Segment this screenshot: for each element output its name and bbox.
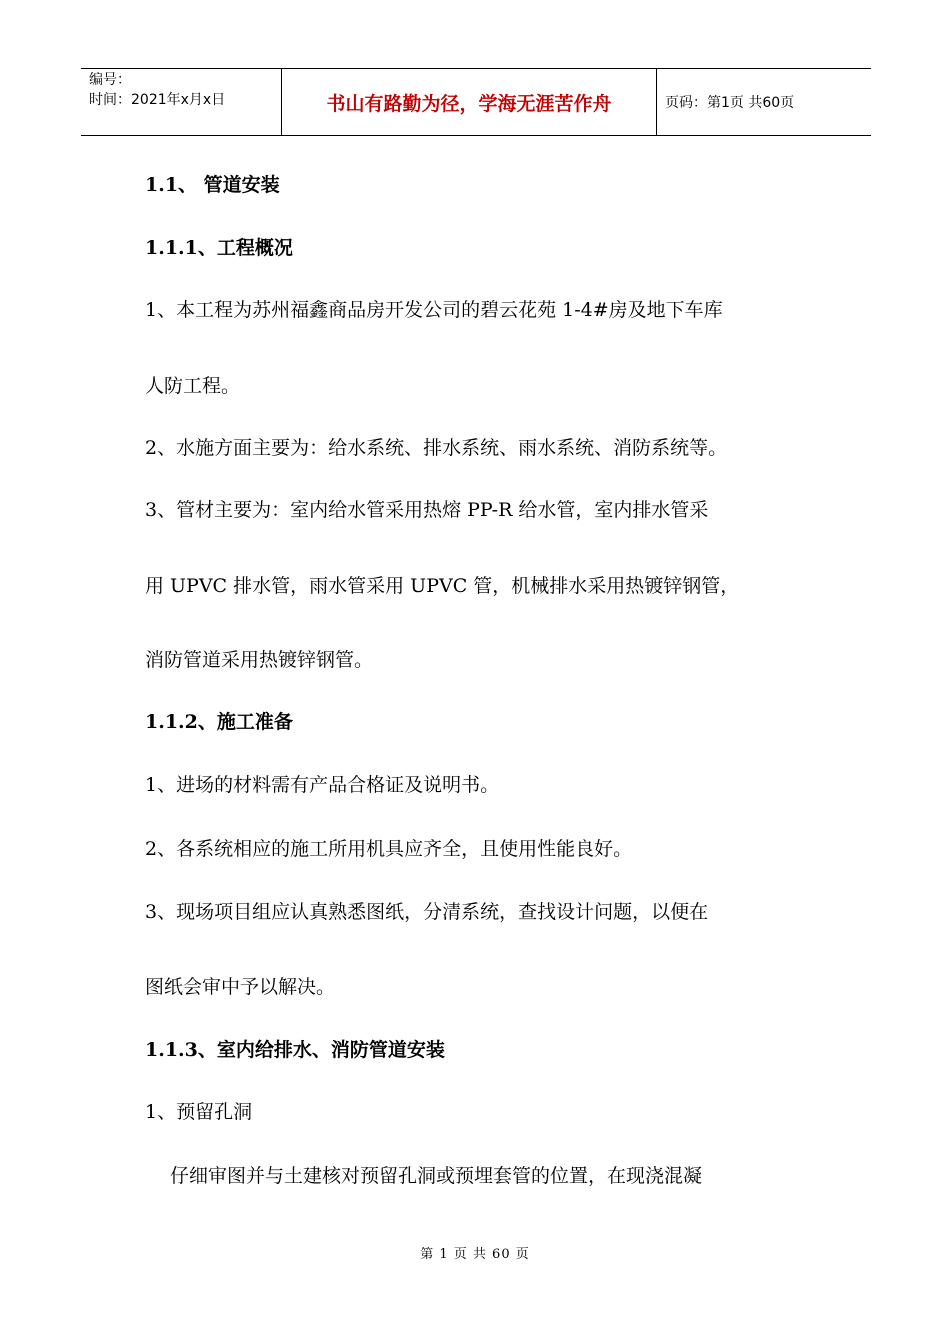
paragraph-line: 1、进场的材料需有产品合格证及说明书。 — [145, 774, 500, 796]
section-heading: 1.1、 管道安装 — [145, 174, 280, 196]
paragraph-line: 1、预留孔洞 — [145, 1101, 253, 1123]
paragraph-line: 2、水施方面主要为：给水系统、排水系统、雨水系统、消防系统等。 — [145, 437, 728, 459]
header-page-code: 页码：第1页 共60页 — [665, 95, 795, 111]
paragraph-line: 仔细审图并与土建核对预留孔洞或预埋套管的位置，在现浇混凝 — [170, 1165, 703, 1187]
paragraph-line: 消防管道采用热镀锌钢管。 — [145, 649, 374, 671]
header-middle-cell — [281, 69, 657, 135]
paragraph-line: 图纸会审中予以解决。 — [145, 976, 336, 998]
paragraph-line: 用 UPVC 排水管，雨水管采用 UPVC 管，机械排水采用热镀锌钢管， — [145, 575, 740, 597]
header-right-cell — [655, 69, 871, 135]
header-left-cell — [81, 69, 281, 135]
page-footer: 第 1 页 共 60 页 — [420, 1247, 530, 1262]
paragraph-line: 3、现场项目组应认真熟悉图纸，分清系统，查找设计问题，以便在 — [145, 901, 709, 923]
header-motto: 书山有路勤为径，学海无涯苦作舟 — [326, 93, 612, 115]
subsection-heading: 1.1.2、施工准备 — [145, 711, 293, 733]
number-label: 编号： — [89, 72, 131, 88]
paragraph-line: 1、本工程为苏州福鑫商品房开发公司的碧云花苑 1-4#房及地下车库 — [145, 299, 723, 321]
paragraph-line: 2、各系统相应的施工所用机具应齐全，且使用性能良好。 — [145, 838, 633, 860]
page-header — [81, 68, 871, 136]
subsection-heading: 1.1.1、工程概况 — [145, 237, 293, 259]
paragraph-line: 3、管材主要为：室内给水管采用热熔 PP-R 给水管，室内排水管采 — [145, 499, 709, 521]
time-label: 时间：2021年x月x日 — [89, 92, 226, 108]
subsection-heading: 1.1.3、室内给排水、消防管道安装 — [145, 1039, 445, 1061]
paragraph-line: 人防工程。 — [145, 375, 241, 397]
